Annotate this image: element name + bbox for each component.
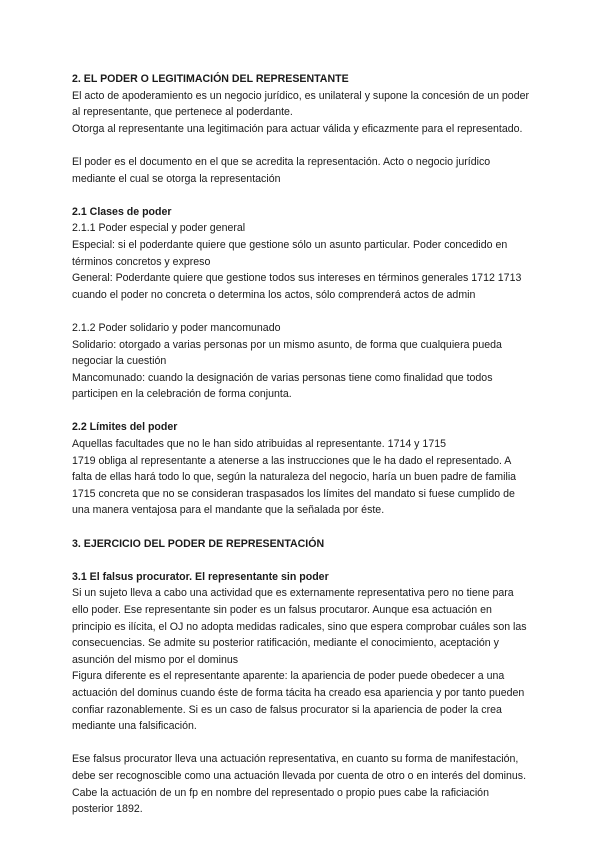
document-page [72, 71, 532, 818]
spacer [72, 519, 532, 536]
section-2-2-heading: 2.2 Límites del poder [72, 421, 178, 434]
spacer [72, 137, 532, 154]
section-2-paragraph-2: Otorga al representante una legitimación para actuar válida y eficazmente para el representado. [72, 122, 523, 135]
section-3-1-paragraph-2: Figura diferente es el representante aparente: la apariencia de poder puede obedecer a una actuación del dominus cuando éste de forma tácita ha creado esa apariencia y por tanto pueden confiar razonablemente. Si es un caso de falsus procurator si la apariencia de poder la crea mediante una falsificación. [72, 670, 525, 733]
section-3-1-paragraph-3: Ese falsus procurator lleva una actuación representativa, en cuanto su forma de manifestación, debe ser recognoscible como una actuación llevada por cuenta de otro o en interés del dominus. Cabe la actuación de un fp en nombre del representado o propio pues cabe la raficiación posterior 1892. [72, 753, 527, 816]
section-2-2-paragraph-3: 1715 concreta que no se consideran traspasados los límites del mandato si fuese cumplido de una manera ventajosa para el mandante que la señalada por éste. [72, 487, 515, 517]
especial-paragraph: Especial: si el poderdante quiere que gestione sólo un asunto particular. Poder concedido en términos concretos y expreso [72, 238, 508, 268]
section-2-1-2-heading: 2.1.2 Poder solidario y poder mancomunado [72, 321, 281, 334]
section-2-2-paragraph-1: Aquellas facultades que no le han sido atribuidas al representante. 1714 y 1715 [72, 438, 446, 451]
section-2-heading: 2. EL PODER O LEGITIMACIÓN DEL REPRESENTANTE [72, 73, 349, 85]
section-3-1-paragraph-1: Si un sujeto lleva a cabo una actividad que es externamente representativa pero no tiene para ello poder. Ese representante sin poder es un falsus procutaror. Aunque esa actuación en principio es ilícita, el OJ no adopta medidas radicales, sino que espera comprobar cuáles son las consecuencias. Se admite su posterior ratificación, mediante el conocimiento, aceptación y asunción del mismo por el dominus [72, 587, 527, 666]
section-2-paragraph-1: El acto de apoderamiento es un negocio jurídico, es unilateral y supone la concesión de un poder al representante, que pertenece al poderdante. [72, 89, 530, 119]
section-2-paragraph-3: El poder es el documento en el que se acredita la representación. Acto o negocio jurídico mediante el cual se otorga la representación [72, 155, 491, 185]
section-3-heading: 3. EJERCICIO DEL PODER DE REPRESENTACIÓN [72, 537, 325, 550]
general-paragraph: General: Poderdante quiere que gestione todos sus intereses en términos generales 1712 1713 cuando el poder no concreta o determina los actos, sólo comprenderá actos de admin [72, 272, 522, 301]
section-3-1-heading: 3.1 El falsus procurator. El representante sin poder [72, 570, 329, 583]
section-2-1-1-heading: 2.1.1 Poder especial y poder general [72, 222, 246, 235]
spacer [72, 552, 532, 569]
spacer [72, 735, 532, 752]
spacer [72, 403, 532, 420]
solidario-paragraph: Solidario: otorgado a varias personas por un mismo asunto, de forma que cualquiera pueda negociar la cuestión [72, 338, 502, 368]
spacer [72, 187, 532, 204]
section-2-2-paragraph-2: 1719 obliga al representante a atenerse a las instrucciones que le ha dado el representado. A falta de ellas hará todo lo que, según la naturaleza del negocio, haría un buen padre de familia [72, 454, 517, 484]
spacer [72, 303, 532, 320]
section-2-1-heading: 2.1 Clases de poder [72, 205, 172, 218]
mancomunado-paragraph: Mancomunado: cuando la designación de varias personas tiene como finalidad que todos participen en la celebración de forma conjunta. [72, 371, 493, 401]
